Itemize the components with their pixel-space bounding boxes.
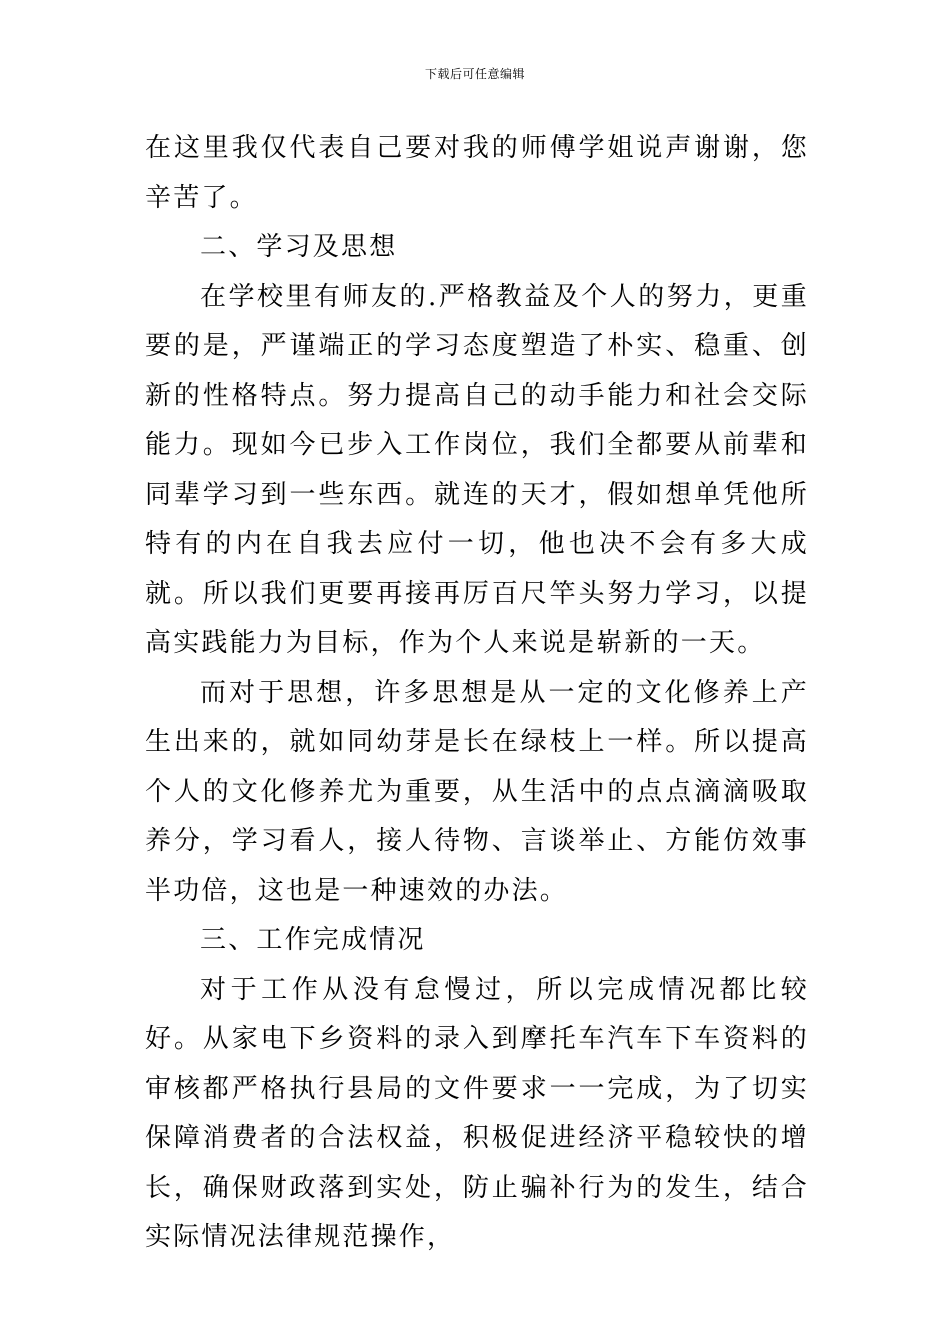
section-heading-study-thought: 二、学习及思想 — [200, 232, 398, 262]
header-note: 下载后可任意编辑 — [424, 67, 525, 81]
paragraph-thought: 而对于思想，许多思想是从一定的文化修养上产生出来的，就如同幼芽是长在绿枝上一样。所以提高个人的文化修养尤为重要，从生活中的点点滴滴吸取养分，学习看人，接人待物、言谈举止、方能仿效事半功倍，这也是一种速效的办法。 — [145, 677, 809, 906]
paragraph-study: 在学校里有师友的.严格教益及个人的努力，更重要的是，严谨端正的学习态度塑造了朴实、稳重、创新的性格特点。努力提高自己的动手能力和社会交际能力。现如今已步入工作岗位，我们全都要从前辈和同辈学习到一些东西。就连的天才，假如想单凭他所特有的内在自我去应付一切，他也决不会有多大成就。所以我们更要再接再厉百尺竿头努力学习，以提高实践能力为目标，作为个人来说是崭新的一天。 — [145, 281, 809, 658]
document-body — [145, 124, 809, 1263]
section-heading-work-completion: 三、工作完成情况 — [200, 925, 426, 955]
paragraph-thanks: 在这里我仅代表自己要对我的师傅学姐说声谢谢，您辛苦了。 — [145, 133, 809, 213]
paragraph-work: 对于工作从没有怠慢过，所以完成情况都比较好。从家电下乡资料的录入到摩托车汽车下车资料的审核都严格执行县局的文件要求一一完成，为了切实保障消费者的合法权益，积极促进经济平稳较快的增长，确保财政落到实处，防止骗补行为的发生，结合实际情况法律规范操作， — [145, 974, 809, 1252]
